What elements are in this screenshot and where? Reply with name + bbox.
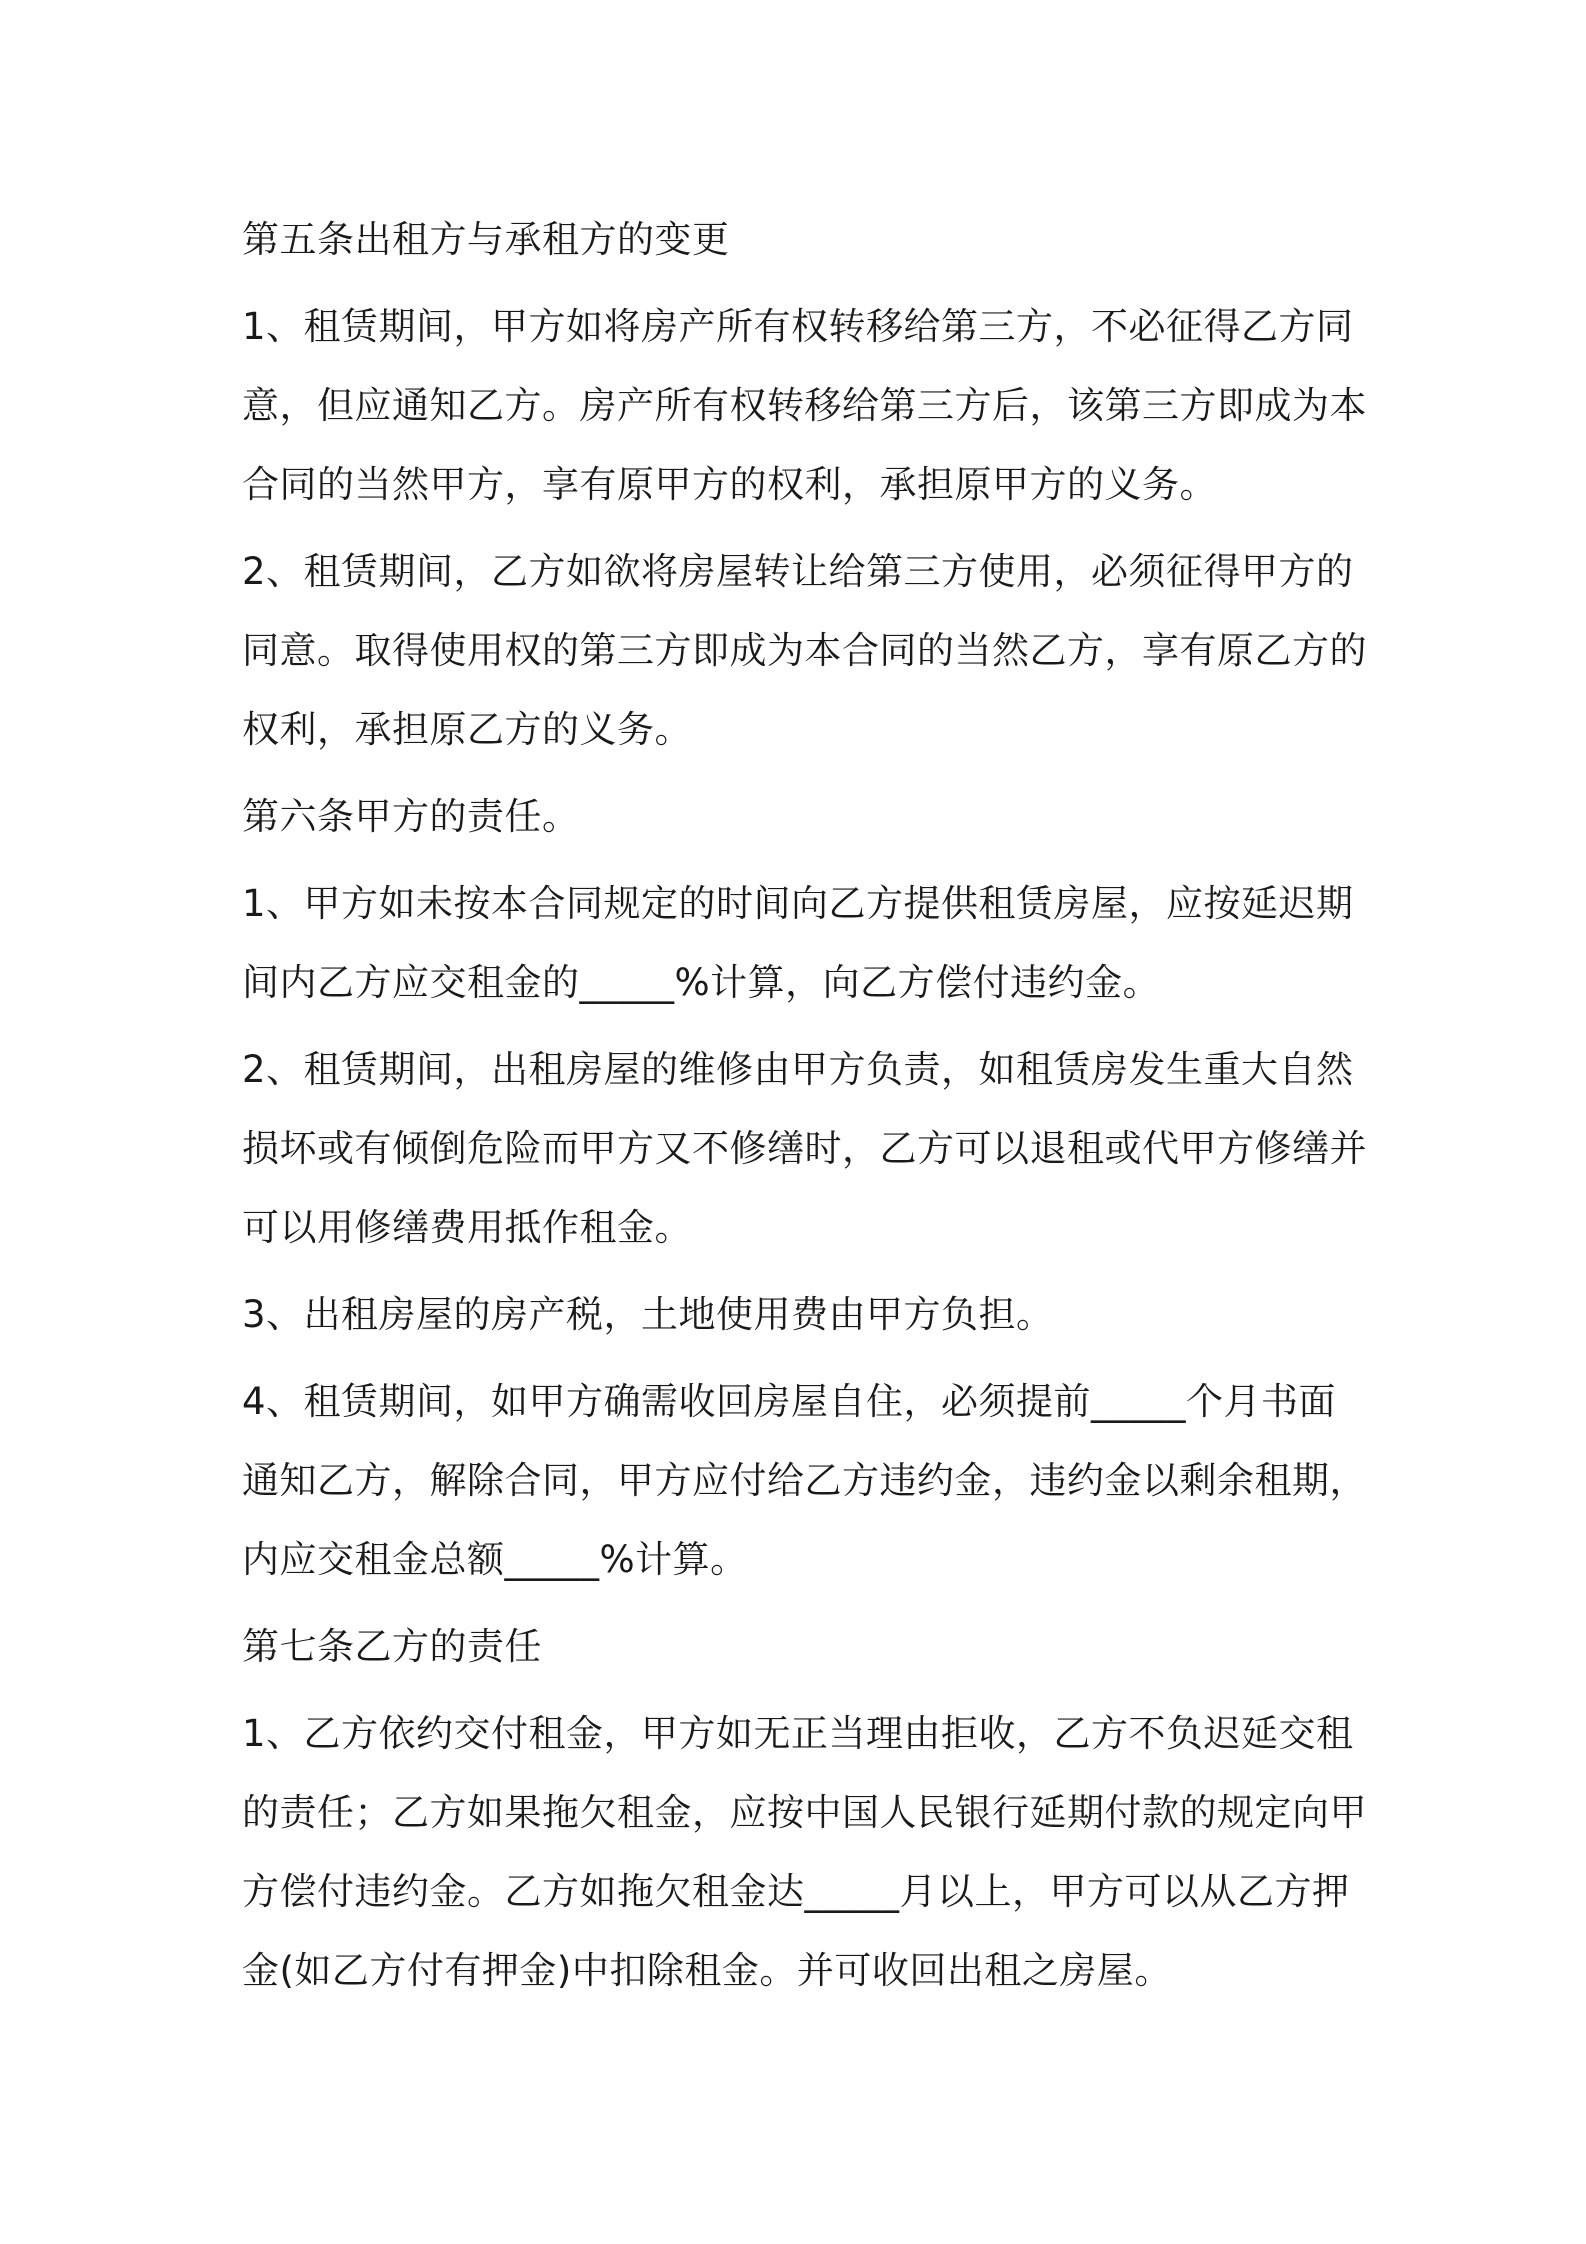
text-line: 内应交租金总额_____%计算。 (242, 1538, 748, 1581)
clause-paragraph (242, 864, 1362, 1022)
document-body (242, 200, 1367, 2018)
text-line: 可以用修缮费用抵作租金。 (242, 1206, 692, 1249)
section-heading (242, 200, 1362, 279)
clause-paragraph (242, 1694, 1367, 2010)
text-line: 第六条甲方的责任。 (242, 795, 580, 838)
text-line: 合同的当然甲方，享有原甲方的权利，承担原甲方的义务。 (242, 463, 1217, 506)
text-line: 损坏或有倾倒危险而甲方又不修缮时，乙方可以退租或代甲方修缮并 (242, 1127, 1367, 1170)
text-line: 金(如乙方付有押金)中扣除租金。并可收回出租之房屋。 (242, 1949, 1172, 1992)
text-line: 2、租赁期间，乙方如欲将房屋转让给第三方使用，必须征得甲方的 (242, 550, 1354, 593)
text-line: 1、甲方如未按本合同规定的时间向乙方提供租赁房屋，应按延迟期 (242, 882, 1354, 925)
text-line: 1、租赁期间，甲方如将房产所有权转移给第三方，不必征得乙方同 (242, 305, 1354, 348)
text-line: 3、出租房屋的房产税，土地使用费由甲方负担。 (242, 1293, 1054, 1336)
clause-paragraph (242, 1275, 1362, 1354)
text-line: 1、乙方依约交付租金，甲方如无正当理由拒收，乙方不负迟延交租 (242, 1712, 1354, 1755)
text-line: 权利，承担原乙方的义务。 (242, 708, 692, 751)
clause-paragraph (242, 532, 1367, 769)
text-line: 意，但应通知乙方。房产所有权转移给第三方后，该第三方即成为本 (242, 384, 1367, 427)
text-line: 第七条乙方的责任 (242, 1625, 542, 1668)
clause-paragraph (242, 287, 1367, 524)
text-line: 方偿付违约金。乙方如拖欠租金达_____月以上，甲方可以从乙方押 (242, 1870, 1350, 1913)
clause-paragraph (242, 1362, 1367, 1599)
text-line: 通知乙方，解除合同，甲方应付给乙方违约金，违约金以剩余租期， (242, 1459, 1367, 1502)
text-line: 的责任；乙方如果拖欠租金，应按中国人民银行延期付款的规定向甲 (242, 1791, 1367, 1834)
section-heading (242, 1607, 1362, 1686)
text-line: 同意。取得使用权的第三方即成为本合同的当然乙方，享有原乙方的 (242, 629, 1367, 672)
text-line: 4、租赁期间，如甲方确需收回房屋自住，必须提前_____个月书面 (242, 1380, 1337, 1423)
text-line: 2、租赁期间，出租房屋的维修由甲方负责，如租赁房发生重大自然 (242, 1048, 1354, 1091)
text-line: 间内乙方应交租金的_____%计算，向乙方偿付违约金。 (242, 961, 1161, 1004)
clause-paragraph (242, 1030, 1367, 1267)
section-heading (242, 777, 1362, 856)
text-line: 第五条出租方与承租方的变更 (242, 218, 730, 261)
